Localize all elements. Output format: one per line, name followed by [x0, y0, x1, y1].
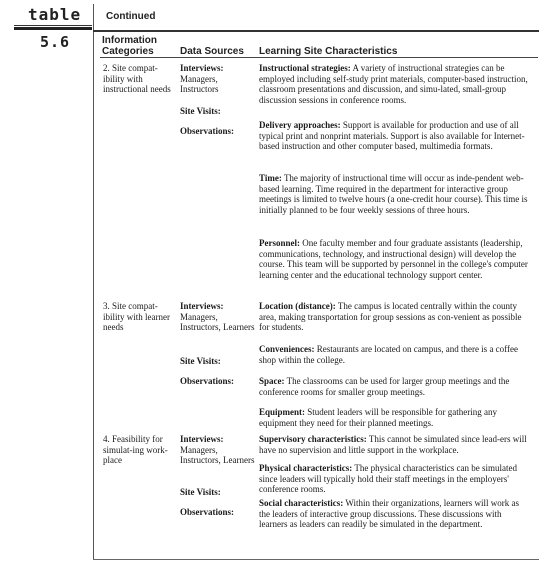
- characteristic-paragraph: [259, 301, 531, 333]
- characteristic-text: Support is available for production and use of all typical print and nonprint materials. Support is also available for Internet-based instruction and other computer based, multimedia formats.: [259, 120, 525, 151]
- header-learning-site-characteristics: Learning Site Characteristics: [259, 46, 398, 57]
- characteristic-text: The majority of instructional time will occur as inde-pendent web-based learning. Time required in the department for interactive group meetings is limited to twelve hours (a one-credit hour course). This time is initially planned to be four weekly sessions of three hours.: [259, 173, 528, 215]
- table-label: table: [28, 5, 82, 24]
- header-bottom-rule: [100, 57, 538, 58]
- characteristic-paragraph: [259, 434, 531, 455]
- characteristic-paragraph: [259, 498, 531, 530]
- characteristic-text: The physical characteristics can be simulated since leaders will typically hold their staff meetings in the employers' conference rooms.: [259, 463, 518, 494]
- source-detail: Managers, Instructors: [180, 73, 219, 94]
- characteristic-label: Social characteristics:: [259, 498, 344, 508]
- vertical-divider: [93, 4, 94, 560]
- characteristic-text: This cannot be simulated since lead-ers will have no supervision and little support in the workplace.: [259, 434, 527, 455]
- characteristic-paragraph: [259, 173, 531, 215]
- header-data-sources: Data Sources: [180, 46, 244, 57]
- characteristic-label: Space:: [259, 376, 285, 386]
- category-site-instructional: 2. Site compat-ibility with instructional needs: [103, 63, 171, 94]
- source-site-visits: [180, 106, 256, 117]
- characteristic-text: The classrooms can be used for larger group meetings and the conference rooms for smaller group meetings.: [259, 376, 510, 397]
- source-observations: [180, 376, 256, 387]
- source-detail: Managers, Instructors, Learners: [180, 311, 255, 332]
- category-site-learner: 3. Site compat-ibility with learner needs: [103, 301, 170, 332]
- source-site-visits: [180, 356, 256, 367]
- characteristic-paragraph: [259, 344, 531, 365]
- label-rule-thick: [14, 27, 92, 30]
- source-observations: [180, 507, 256, 518]
- header-top-rule: [93, 30, 539, 32]
- source-interviews: [180, 301, 256, 333]
- characteristic-paragraph: [259, 463, 531, 495]
- characteristic-text: A variety of instructional strategies can be employed including self-study print materials, computer-based instruction, classroom presentations and discussion, and simu-lated, small-group discussion sessions in conference rooms.: [259, 63, 528, 105]
- characteristic-text: One faculty member and four graduate assistants (leadership, communications, technology, and instructional design) will develop the course. This team will be supported by personnel in the college's computer learning center and the educational technology support center.: [259, 238, 528, 280]
- source-label: Interviews:: [180, 434, 224, 444]
- characteristic-label: Instructional strategies:: [259, 63, 351, 73]
- header-information-categories: Information Categories: [102, 35, 157, 57]
- label-rule-thin: [14, 25, 92, 26]
- characteristic-paragraph: [259, 238, 531, 280]
- characteristic-text: Restaurants are located on campus, and there is a coffee shop within the college.: [259, 344, 518, 365]
- category-feasibility: 4. Feasibility for simulat-ing work-place: [103, 434, 168, 465]
- source-label: Site Visits:: [180, 487, 221, 497]
- source-label: Site Visits:: [180, 106, 221, 116]
- characteristic-label: Location (distance):: [259, 301, 336, 311]
- characteristic-label: Personnel:: [259, 238, 300, 248]
- table-bottom-rule: [93, 559, 539, 560]
- source-label: Observations:: [180, 376, 234, 386]
- source-site-visits: [180, 487, 256, 498]
- characteristic-label: Conveniences:: [259, 344, 315, 354]
- characteristic-label: Supervisory characteristics:: [259, 434, 367, 444]
- source-observations: [180, 126, 256, 137]
- characteristic-label: Equipment:: [259, 407, 306, 417]
- characteristic-text: The campus is located centrally within the county area, making transportation for group sessions as con-venient as possible for students.: [259, 301, 522, 332]
- source-interviews: [180, 63, 256, 95]
- characteristic-paragraph: [259, 376, 531, 397]
- characteristic-label: Time:: [259, 173, 282, 183]
- characteristic-label: Delivery approaches:: [259, 120, 341, 130]
- characteristic-text: Student leaders will be responsible for gathering any equipment they need for their planned meetings.: [259, 407, 497, 428]
- source-label: Interviews:: [180, 301, 224, 311]
- source-detail: Managers, Instructors, Learners: [180, 444, 255, 465]
- characteristic-paragraph: [259, 120, 531, 152]
- characteristic-paragraph: [259, 407, 531, 428]
- continued-label: Continued: [106, 11, 156, 22]
- source-label: Observations:: [180, 126, 234, 136]
- table-number: 5.6: [40, 33, 71, 51]
- source-interviews: [180, 434, 256, 466]
- characteristic-paragraph: [259, 63, 531, 105]
- characteristic-text: Within their organizations, learners will work as the leaders of interactive group discussions. These discussions with learners as leaders can readily be simulated in the department.: [259, 498, 520, 529]
- source-label: Interviews:: [180, 63, 224, 73]
- source-label: Observations:: [180, 507, 234, 517]
- source-label: Site Visits:: [180, 356, 221, 366]
- characteristic-label: Physical characteristics:: [259, 463, 353, 473]
